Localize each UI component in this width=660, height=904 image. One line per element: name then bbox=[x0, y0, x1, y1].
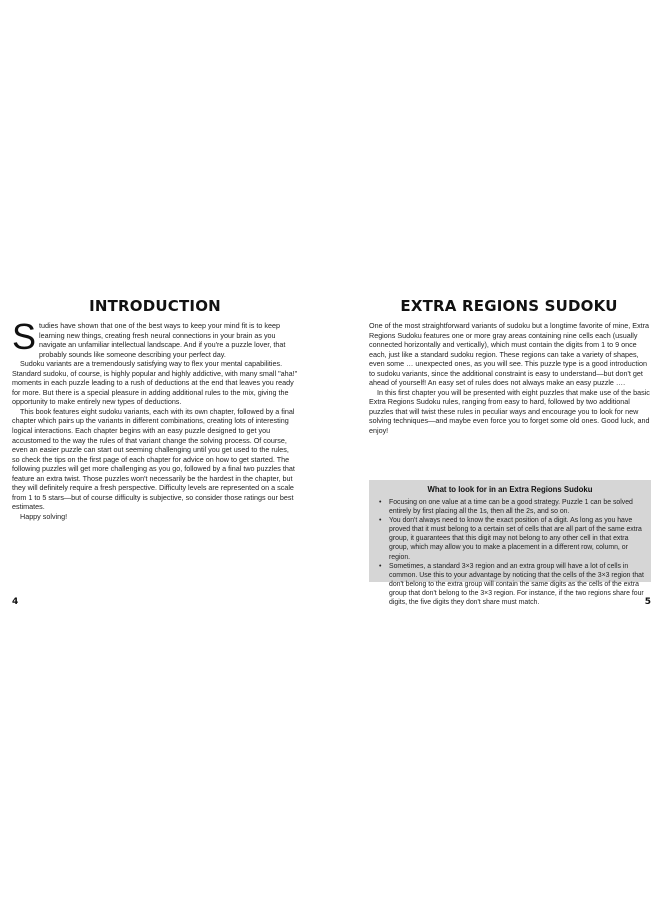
tips-heading: What to look for in an Extra Regions Sudoku bbox=[427, 485, 593, 494]
bullet-icon: • bbox=[379, 562, 382, 570]
page-number-right: 5 bbox=[644, 597, 651, 607]
tip-text: You don't always need to know the exact position of a digit. As long as you have proved that it must belong to a certain set of cells that are all part of the same extra group, it guarantees that this digit may not belong to any other cell in that extra group, which may allow you to make a placement in a different row, column, or region. bbox=[389, 517, 642, 561]
tip-text: Focusing on one value at a time can be a good strategy. Puzzle 1 can be solved entirely by first placing all the 1s, then all the 2s, and so on. bbox=[389, 499, 633, 516]
intro-paragraph-2: Sudoku variants are a tremendously satisfying way to flex your mental capabilities. Standard sudoku, of course, is highly popular and highly addictive, with many small "aha!" moments in each puzzle leading to a rush of deductions at the end that leaves you ready for more. But there is a special pleasure in adding additional rules to the mix, giving the opportunity to make entirely new types of deductions. bbox=[12, 359, 298, 407]
bullet-icon: • bbox=[379, 499, 382, 506]
drop-cap: S bbox=[12, 316, 37, 357]
intro-paragraph-3: This book features eight sudoku variants, each with its own chapter, followed by a final chapter which pairs up the variants in different combinations, creating lots of interesting logical interactions. Each chapter begins with an easy puzzle designed to get you accustomed to the way the rules of that variant change the solving process. Of course, even an easier puzzle can start out seeming challenging until you get used to the rules, so check the tips on the first page of each chapter for advice on how to get started. The following puzzles will get more challenging as you go, followed by a final two puzzles that feature an extra twist. Those puzzles won't necessarily be the hardest in the chapter, but they will definitely require a fresh perspective. Difficulty levels are represented on a scale from 1 to 5 stars—but of course difficulty is subjective, so consider those ratings our best estimates. bbox=[12, 406, 295, 512]
tip-item bbox=[379, 498, 645, 516]
extra-regions-body bbox=[369, 321, 651, 436]
tips-box bbox=[369, 480, 651, 607]
page-number-left: 4 bbox=[12, 597, 19, 607]
intro-paragraph-1 bbox=[12, 316, 298, 359]
intro-paragraph-4: Happy solving! bbox=[20, 511, 68, 521]
page-title-introduction: INTRODUCTION bbox=[89, 297, 221, 315]
chapter-paragraph-1: One of the most straightforward variants of sudoku but a longtime favorite of mine, Extra Regions Sudoku features one or more gray areas containing nine cells each (usually connected horizontally and vertically), which must contain the digits from 1 to 9 once each, just like a standard sudoku region. These regions can take a variety of shapes, even some … unexpected ones, as you will see. This puzzle type is a good introduction to sudoku variants, since the additional constraint is easy to understand—but don't get ahead of yourself! An easy set of rules does not always make an easy puzzle …. bbox=[369, 321, 650, 388]
tips-list bbox=[369, 498, 651, 607]
bullet-icon: • bbox=[379, 517, 382, 525]
tip-item bbox=[379, 516, 645, 561]
introduction-body bbox=[12, 316, 298, 521]
page-title-extra-regions: EXTRA REGIONS SUDOKU bbox=[400, 297, 618, 315]
chapter-paragraph-2: In this first chapter you will be presented with eight puzzles that make use of the basic Extra Regions Sudoku rules, ranging from easy to hard, followed by two additional puzzles that will twist these rules in peculiar ways and encourage you to look for new solving techniques—and maybe even force you to forget some old ones. Good luck, and enjoy! bbox=[369, 387, 650, 436]
right-page bbox=[330, 0, 660, 904]
intro-paragraph-1-text: tudies have shown that one of the best ways to keep your mind fit is to keep learning new things, creating fresh neural connections in your brain as you navigate an unfamiliar intellectual landscape. And if you're a puzzle lover, that probably sounds like someone describing your perfect day. bbox=[39, 321, 286, 359]
tip-text: Sometimes, a standard 3×3 region and an extra group will have a lot of cells in common. Use this to your advantage by noticing that the cells of the 3×3 region that don't belong to the extra group will contain the same digits as the cells of the extra group that don't belong to the 3×3 region. For instance, if the two regions share four digits, the five digits they don't share must match. bbox=[389, 562, 644, 607]
tip-item bbox=[379, 562, 645, 607]
